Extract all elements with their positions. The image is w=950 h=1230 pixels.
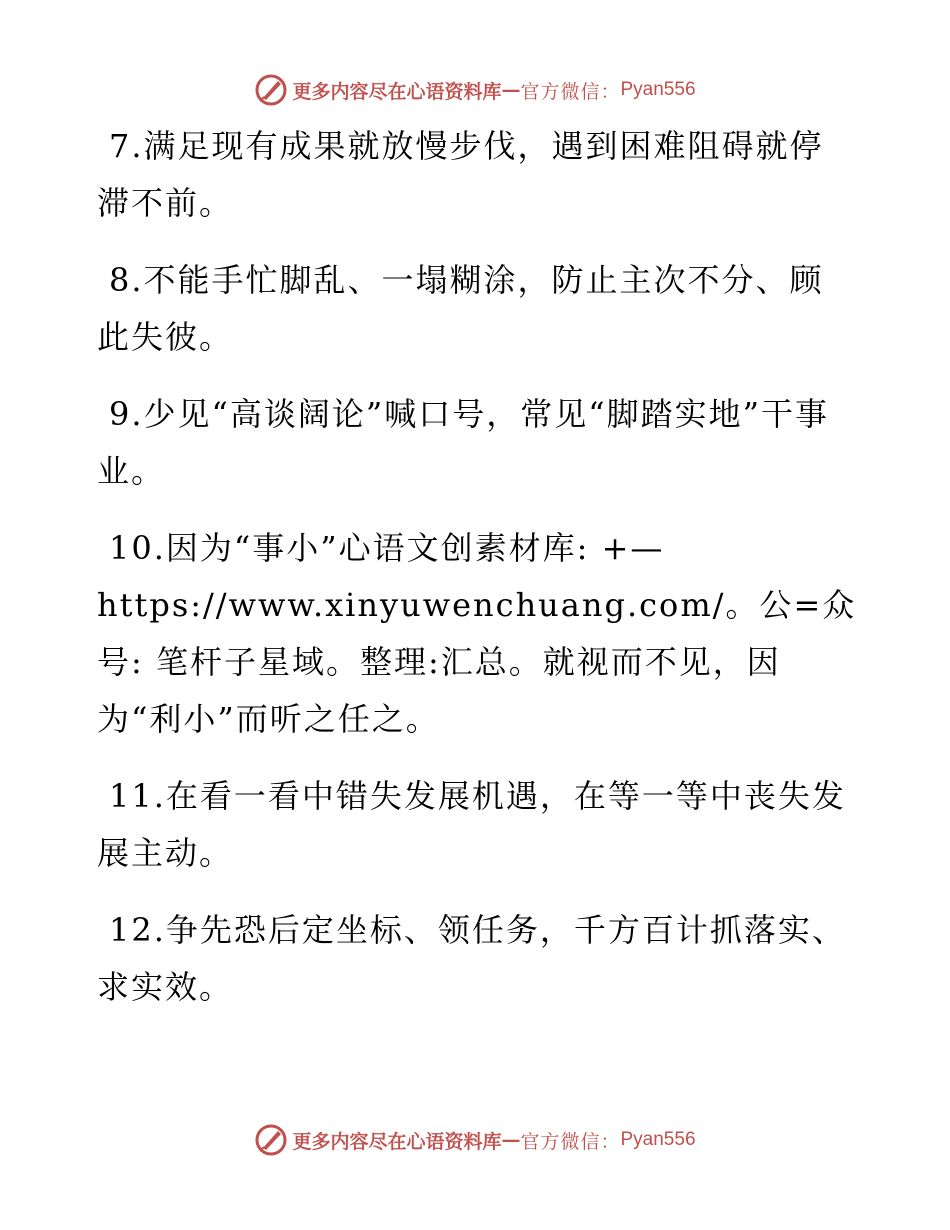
footer-banner [0,1120,950,1160]
footer-brand: 更多内容尽在心语资料库 [292,1130,502,1153]
paragraph-11: 11.在看一看中错失发展机遇，在等一等中丧失发展主动。 [97,777,846,872]
quill-logo-icon [254,73,288,107]
header-brand: 更多内容尽在心语资料库 [292,80,502,103]
paragraph-10: 10.因为“事小”心语文创素材库: +—https://www.xinyuwenchuang.com/。公=众号: 笔杆子星域。整理:汇总。就视而不见，因为“利小”而听之任之。 [97,529,857,738]
quill-logo-icon [254,1123,288,1157]
header-wechat-label: 官方微信： [520,80,621,103]
header-wechat-id: Pyan556 [620,79,696,100]
body-text [97,118,857,1036]
paragraph-12: 12.争先恐后定坐标、领任务，千方百计抓落实、求实效。 [97,911,846,1006]
paragraph-8: 8.不能手忙脚乱、一塌糊涂，防止主次不分、顾此失彼。 [97,261,824,356]
paragraph-7: 7.满足现有成果就放慢步伐，遇到困难阻碍就停滞不前。 [97,127,824,222]
footer-wechat-id: Pyan556 [620,1129,696,1150]
header-dash: — [501,79,521,101]
footer-wechat-label: 官方微信： [520,1130,621,1153]
paragraph-9: 9.少见“高谈阔论”喊口号，常见“脚踏实地”干事业。 [97,395,829,490]
header-banner [0,70,950,110]
footer-dash: — [501,1129,521,1151]
